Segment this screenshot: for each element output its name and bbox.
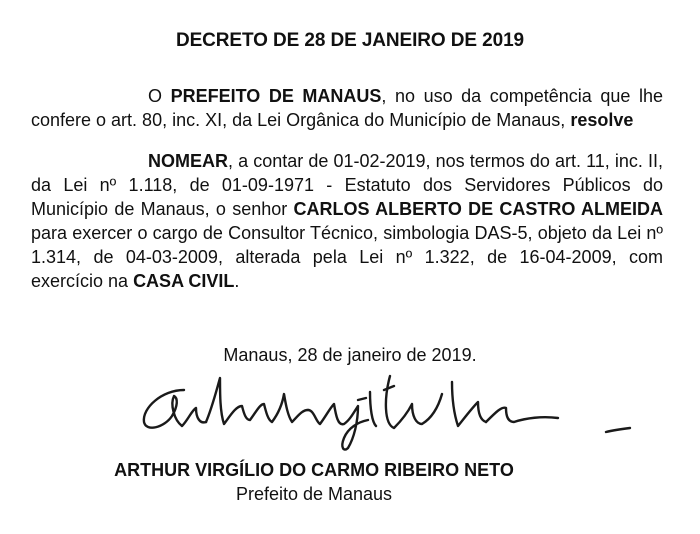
mayor-title: PREFEITO DE MANAUS	[170, 86, 382, 106]
appointment-text-1: , a contar de 01-02-2019, nos termos do art. 11, inc. II, da Lei nº 1.118, de 01-09-1971 - Estatuto dos Servidores Públicos do Município de Manaus, o senhor	[31, 151, 663, 219]
signatory-name: ARTHUR VIRGÍLIO DO CARMO RIBEIRO NETO	[114, 460, 514, 480]
resolve-word: resolve	[570, 110, 634, 130]
handwritten-signature	[122, 368, 662, 458]
decree-title: DECRETO DE 28 DE JANEIRO DE 2019	[175, 30, 525, 51]
preamble-text-2: , no uso da competência que lhe confere o art. 80, inc. XI, da Lei Orgânica do Município de Manaus,	[31, 86, 663, 130]
appointment-text-2: para exercer o cargo de Consultor Técnico, simbologia DAS-5, objeto da Lei nº 1.314, de 04-03-2009, alterada pela Lei nº 1.322, de 16-04-2009, com exercício na	[31, 223, 663, 291]
appointment-text-3: .	[234, 271, 240, 291]
department-name: CASA CIVIL	[133, 271, 235, 291]
preamble-paragraph	[31, 84, 663, 132]
appointee-name: CARLOS ALBERTO DE CASTRO ALMEIDA	[293, 199, 663, 219]
appointment-paragraph	[31, 149, 663, 293]
signatory-role: Prefeito de Manaus	[235, 484, 393, 504]
preamble-text-1: O	[148, 86, 171, 106]
nomear-word: NOMEAR	[148, 151, 228, 171]
place-date: Manaus, 28 de janeiro de 2019.	[223, 345, 477, 365]
